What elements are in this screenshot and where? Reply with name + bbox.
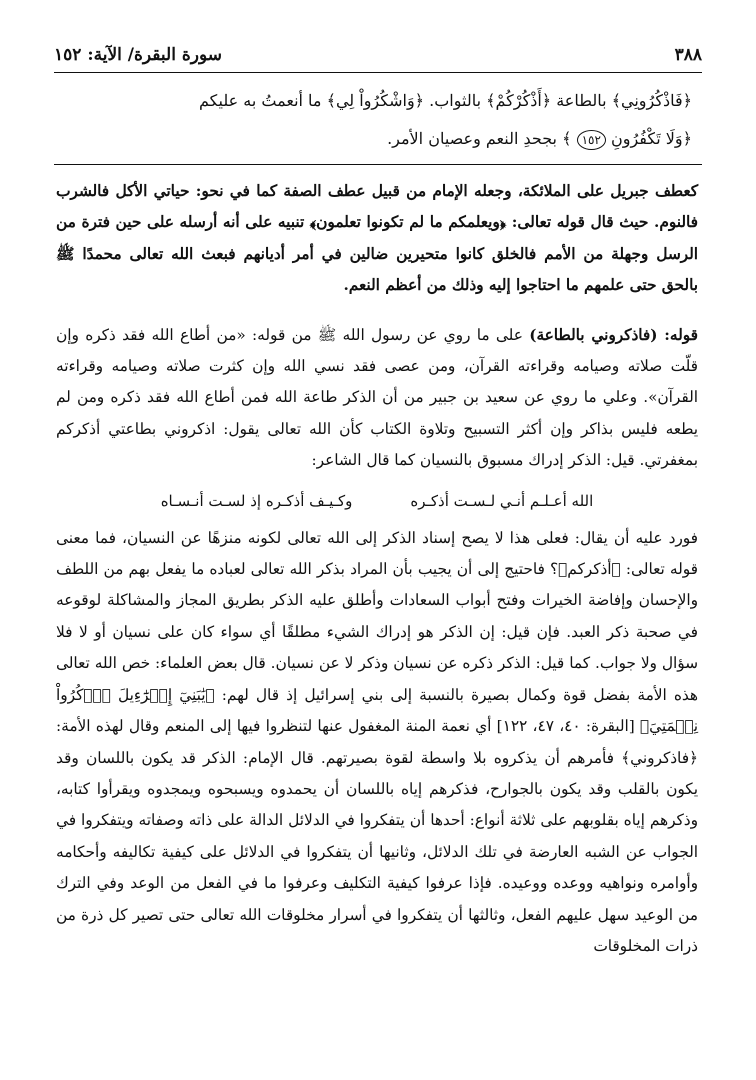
quran-line-2a: ﴿وَلَا تَكْفُرُونِ — [611, 129, 692, 148]
header-rule — [54, 72, 702, 73]
page-number: ٣٨٨ — [674, 45, 702, 65]
section-rule — [54, 164, 702, 165]
verse-hemistich-1: الله أعـلـم أنـي لـسـت أذكـره — [410, 491, 594, 510]
commentary-body — [56, 176, 698, 962]
quran-verse-block — [64, 82, 692, 158]
quran-line-1: ﴿فَاذْكُرُونِي﴾ بالطاعة ﴿أَذْكُرْكُمْ﴾ بالثواب. ﴿وَاشْكُرُواْ لِي﴾ ما أنعمتُ به عليكم — [199, 91, 692, 110]
paragraph-1: كعطف جبريل على الملائكة، وجعله الإمام من قبيل عطف الصفة كما في نحو: حياتي الأكل فالشرب فالنوم. حيث قال قوله تعالى: ﴿ويعلمكم ما لم تكونوا تعلمون﴾ تنبيه على أنه أرسله على حين فترة من الرسل وجهلة من الأمم فالخلق كانوا متحيرين ضالين في أمر أديانهم فبعث الله تعالى محمدًا ﷺ بالحق حتى علمهم ما احتاجوا إليه وذلك من أعظم النعم. — [56, 182, 698, 295]
paragraph-gap — [56, 302, 698, 320]
paragraph-2 — [56, 320, 698, 477]
page-header — [54, 40, 702, 70]
paragraph-3: فورد عليه أن يقال: فعلى هذا لا يصح إسناد الذكر إلى الله تعالى لكونه منزهًا عن النسيان، فما معنى قوله تعالى: ﴿أذكركم﴾؟ فاحتيج إلى أن يجيب بأن المراد بذكر الله تعالى لعباده ما يفعل بهم من اللطف والإحسان وإفاضة الخيرات وفتح أبواب السعادات وأطلق عليه الذكر بطريق المجاز والمشاكلة لوقوعه في صحبة ذكر العبد. فإن قيل: إن الذكر هو إدراك الشيء مطلقًا أي سواء كان على نسيان أو لا فلا سؤال ولا جواب. كما قيل: الذكر ذكره عن نسيان وذكر لا عن نسيان. قال بعض العلماء: خص الله تعالى هذه الأمة بفضل قوة وكمال بصيرة بالنسبة إلى بني إسرائيل إذ قال لهم: ﴿يَٰبَنِيٓ إِسۡرَٰٓءِيلَ ٱذۡكُرُواْ نِعۡمَتِيَ﴾ [البقرة: ٤٠، ٤٧، ١٢٢] أي نعمة المنة المغفول عنها لتنظروا فيها إلى المنعم وقال لهذه الأمة: ﴿فاذكروني﴾ فأمرهم أن يذكروه بلا واسطة لقوة بصيرتهم. قال الإمام: الذكر قد يكون باللسان وقد يكون بالقلب وقد يكون بالجوارح، فذكرهم إياه باللسان أن يحمدوه ويسبحوه ويمجدوه ويقرأوا كتابه، وذكرهم إياه بقلوبهم على ثلاثة أنواع: أحدها أن يتفكروا في الدلائل الدالة على ذاته وصفاته ويتفكروا في الجواب عن الشبه العارضة في تلك الدلائل، وثانيها أن يتفكروا في الدلائل على كيفية تكاليفه وأحكامه وأوامره ونواهيه ووعده ووعيده. فإذا عرفوا كيفية التكليف وعرفوا ما في الفعل من الوعد وفي الترك من الوعيد سهل عليهم الفعل، وثالثها أن يتفكروا في أسرار مخلوقات الله تعالى حتى تصير كل ذرة من ذرات المخلوقات — [56, 528, 698, 955]
ayah-number-marker: ١٥٢ — [577, 130, 606, 150]
quran-line-2b: ﴾ بجحدِ النعم وعصيان الأمر. — [387, 129, 572, 148]
quran-line-2 — [64, 120, 692, 158]
paragraph-2-lead: قوله: (فاذكروني بالطاعة) — [529, 325, 698, 344]
verse-hemistich-2: وكـيـف أذكـره إذ لسـت أنـسـاه — [160, 491, 353, 510]
paragraph-2-text: على ما روي عن رسول الله ﷺ من قوله: «من أطاع الله فقد ذكره وإن قلّت صلاته وصيامه وقراءته القرآن، ومن عصى فقد نسي الله وإن كثرت صلاته وصيامه وقراءته القرآن». وعلي ما روي عن سعيد بن جبير من أن الذكر طاعة الله فمن أطاع الله فقد ذكره ومن لم يطعه فليس بذاكر وإن أكثر التسبيح وتلاوة الكتاب كأن الله تعالى يقول: اذكروني بطاعتي أذكركم بمغفرتي. قيل: الذكر إدراك مسبوق بالنسيان كما قال الشاعر: — [56, 325, 698, 470]
surah-reference: سورة البقرة/ الآية: ١٥٢ — [54, 45, 222, 65]
poetry-verse — [56, 483, 698, 519]
